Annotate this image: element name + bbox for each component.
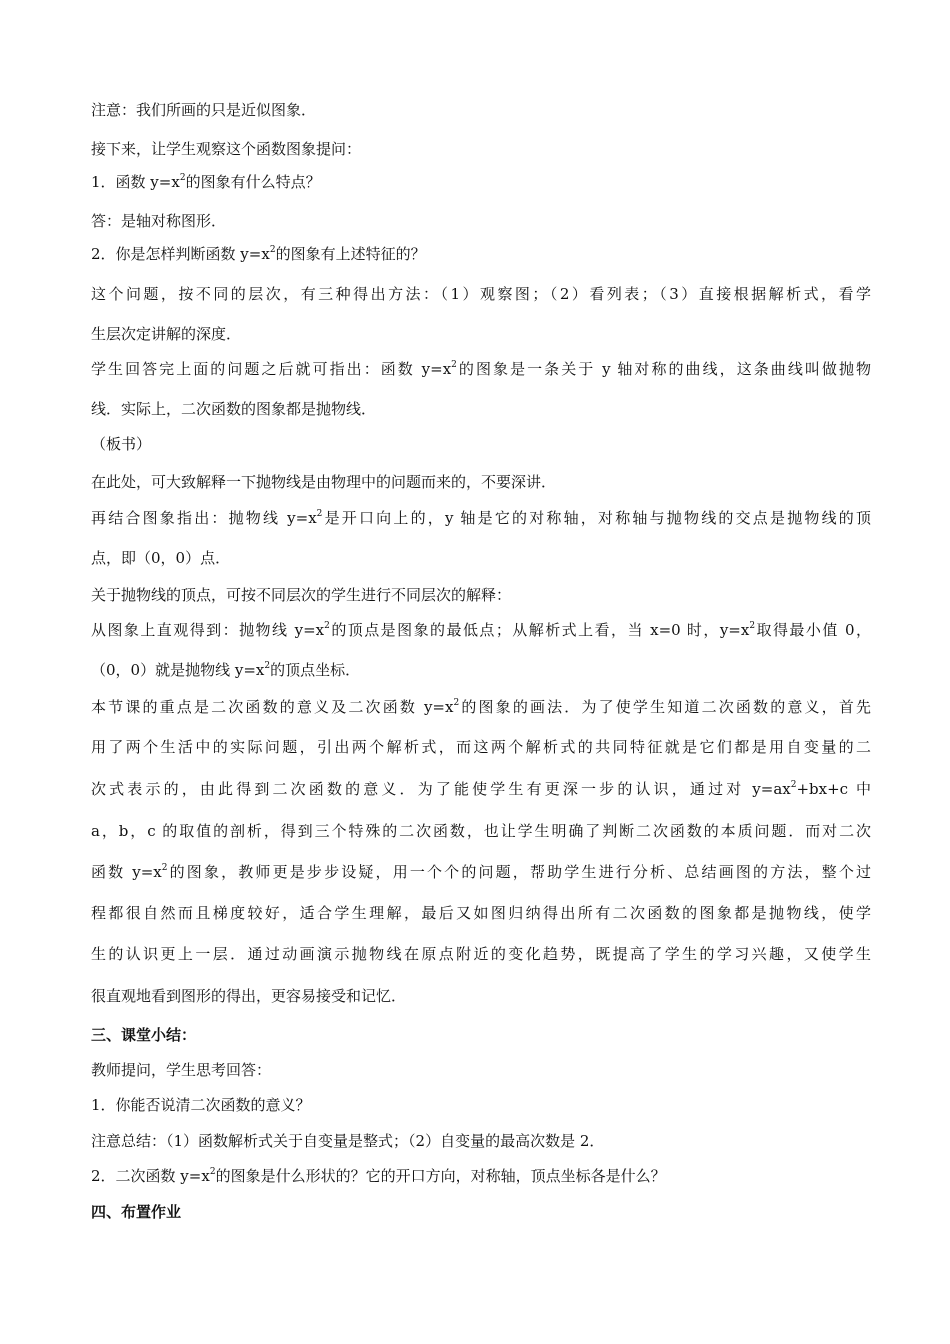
text-line: 本节课的重点是二次函数的意义及二次函数 $y=x^2$的图象的画法．为了使学生知道二次函数的意义，首先 (91, 698, 871, 716)
text-line: 教师提问，学生思考回答： (91, 1061, 272, 1079)
question-line: 1．你能否说清二次函数的意义？ (91, 1096, 311, 1114)
text-line: （板书） (91, 435, 152, 453)
question-line: 2．二次函数 $y=x^2$的图象是什么形状的？它的开口方向，对称轴，顶点坐标各是什么？ (91, 1167, 666, 1185)
question-line: 1．函数 $y=x^2$的图象有什么特点？ (91, 173, 321, 191)
section-heading: 四、布置作业 (91, 1203, 182, 1221)
text-line: 程都很自然而且梯度较好，适合学生理解，最后又如图归纳得出所有二次函数的图象都是抛物线，使学 (91, 904, 871, 922)
text-line: 点，即（0，0）点． (91, 549, 231, 567)
text-line: 关于抛物线的顶点，可按不同层次的学生进行不同层次的解释： (91, 586, 512, 604)
text-line: 这个问题，按不同的层次，有三种得出方法：（1）观察图；（2）看列表；（3）直接根据解析式，看学 (91, 285, 871, 303)
answer-line: 答：是轴对称图形． (91, 212, 227, 230)
text-line: 注意总结：（1）函数解析式关于自变量是整式；（2）自变量的最高次数是 2． (91, 1132, 605, 1150)
text-line: 接下来，让学生观察这个函数图象提问： (91, 140, 362, 158)
text-line: 函数 $y=x^2$的图象，教师更是步步设疑，用一个个的问题，帮助学生进行分析、总结画图的方法，整个过 (91, 863, 871, 881)
text-line: 生的认识更上一层．通过动画演示抛物线在原点附近的变化趋势，既提高了学生的学习兴趣，又使学生 (91, 945, 871, 963)
question-line: 2．你是怎样判断函数 $y=x^2$的图象有上述特征的？ (91, 245, 426, 263)
text-line: 生层次定讲解的深度． (91, 325, 242, 343)
text-line: a，b，c 的取值的剖析，得到三个特殊的二次函数，也让学生明确了判断二次函数的本质问题．而对二次 (91, 822, 871, 840)
text-line: （0，0）就是抛物线 $y=x^2$的顶点坐标． (91, 661, 361, 679)
text-line: 在此处，可大致解释一下抛物线是由物理中的问题而来的，不要深讲． (91, 473, 557, 491)
text-line: 很直观地看到图形的得出，更容易接受和记忆． (91, 987, 407, 1005)
section-heading: 三、课堂小结： (91, 1026, 197, 1044)
text-line: 从图象上直观得到：抛物线 $y=x^2$的顶点是图象的最低点；从解析式上看，当 x=0 时，$y=x^2$取得最小值 0， (91, 621, 871, 639)
text-line: 线．实际上，二次函数的图象都是抛物线． (91, 400, 377, 418)
text-line: 再结合图象指出：抛物线 $y=x^2$是开口向上的，y 轴是它的对称轴，对称轴与抛物线的交点是抛物线的顶 (91, 509, 871, 527)
text-line: 学生回答完上面的问题之后就可指出：函数 $y=x^2$的图象是一条关于 y 轴对称的曲线，这条曲线叫做抛物 (91, 360, 871, 378)
text-line: 次式表示的，由此得到二次函数的意义．为了能使学生有更深一步的认识，通过对 $y=ax^2+bx+c$ 中 (91, 780, 872, 798)
text-line: 注意：我们所画的只是近似图象． (91, 101, 317, 119)
text-line: 用了两个生活中的实际问题，引出两个解析式，而这两个解析式的共同特征就是它们都是用自变量的二 (91, 738, 871, 756)
